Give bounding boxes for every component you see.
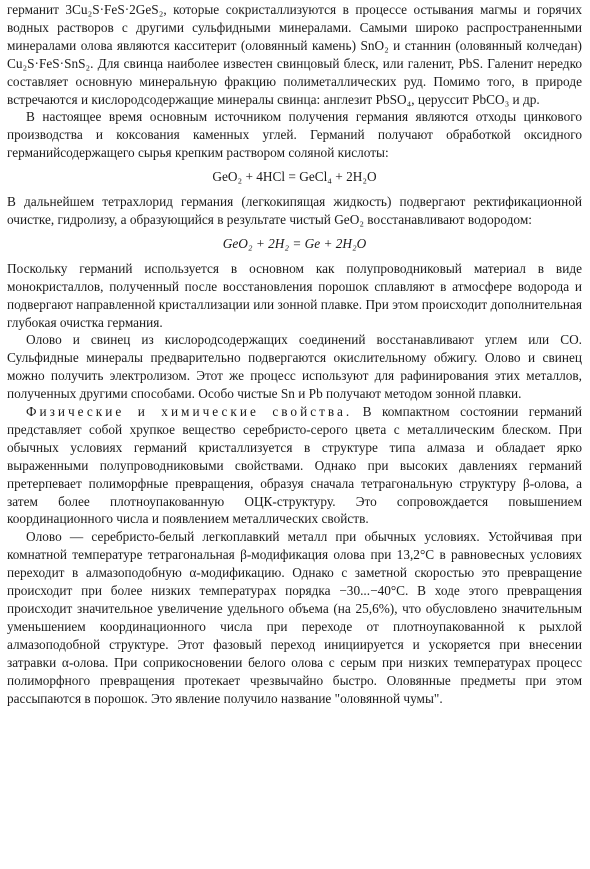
formula-geo2-hydrogen: GeO₂ + 2H₂ = Ge + 2H₂O: [222, 235, 367, 251]
paragraph-rectification: В дальнейшем тетрахлорид германия (легкокипящая жидкость) подвергают ректификационной очистке, гидролизу, а образующийся в результате чистый GeO₂ восстанавливают водородом:: [7, 194, 582, 227]
formula-geo2-hcl: GeO₂ + 4HCl = GeCl₄ + 2H₂O: [212, 169, 377, 185]
paragraph-germanium-sources: В настоящее время основным источником получения германия являются отходы цинкового производства и коксования каменных углей. Германий получают обработкой оксидного германийсодержащего сырья крепким раствором соляной кислоты:: [7, 109, 582, 161]
section-heading-properties: Физические и химические свойства.: [26, 404, 353, 420]
paragraph-minerals: германит 3Cu₂S·FeS·2GeS₂, которые сокристаллизуются в процессе остывания магмы и горячих водных растворов с другими сульфидными минералами. Самыми широко распространенными минералами олова являются касситерит (оловянный камень) SnO₂ и станнин (оловянный колчедан) Cu₂S·FeS·SnS₂. Для свинца наиболее известен свинцовый блеск, или галенит, PbS. Галенит нередко составляет основную минеральную фракцию полиметаллических руд. Помимо того, в природе встречаются и кислородсодержащие минералы свинца: англезит PbSO₄, церуссит PbCO₃ и др.: [7, 2, 582, 107]
paragraph-monocrystals: Поскольку германий используется в основном как полупроводниковый материал в виде монокристаллов, полученный после восстановления порошок сплавляют в атмосфере водорода и подвергают направленной кристаллизации или зонной плавке. При этом происходит дополнительная глубокая очистка германия.: [7, 260, 582, 330]
paragraph-tin-plague: Олово — серебристо-белый легкоплавкий металл при обычных условиях. Устойчивая при комнатной температуре тетрагональная β-модификация олова при 13,2°С в равновесных условиях переходит в алмазоподобную α-модификацию. Однако с заметной скоростью это превращение происходит при более низких температурах порядка −30...−40°С. В ходе этого превращения происходит значительное увеличение удельного объема (на 25,6%), что обусловлено значительным уменьшением координационного числа при переходе от плотноупакованной к рыхлой алмазоподобной структуре. Этот фазовый переход инициируется и ускоряется при внесении затравки α-олова. При соприкосновении белого олова с серым при низких температурах процесс полиморфного превращения протекает чрезвычайно быстро. Оловянные предметы при этом рассыпаются в порошок. Это явление получило название "оловянной чумы".: [7, 529, 582, 706]
paragraph-properties-text: В компактном состоянии германий представляет собой хрупкое вещество серебристо-серого цвета с металлическим блеском. При обычных условиях германий кристаллизуется в структуре типа алмаза и обладает ярко выраженными полупроводниковыми свойствами. Однако при высоких давлениях германий претерпевает полиморфные превращения, образуя сначала тетрагональную структуру β-олова, а затем более плотноупакованную ОЦК-структуру. Это сопровождается повышением координационного числа и появлением металлических свойств.: [7, 404, 582, 527]
paragraph-properties: [7, 403, 582, 528]
paragraph-tin-lead-reduction: Олово и свинец из кислородсодержащих соединений восстанавливают углем или CO. Сульфидные минералы предварительно подвергаются окислительному обжигу. Олово и свинец можно получить электролизом. Этот же процесс используют для рафинирования этих металлов, полученных другими способами. Особо чистые Sn и Pb получают методом зонной плавки.: [7, 332, 582, 402]
